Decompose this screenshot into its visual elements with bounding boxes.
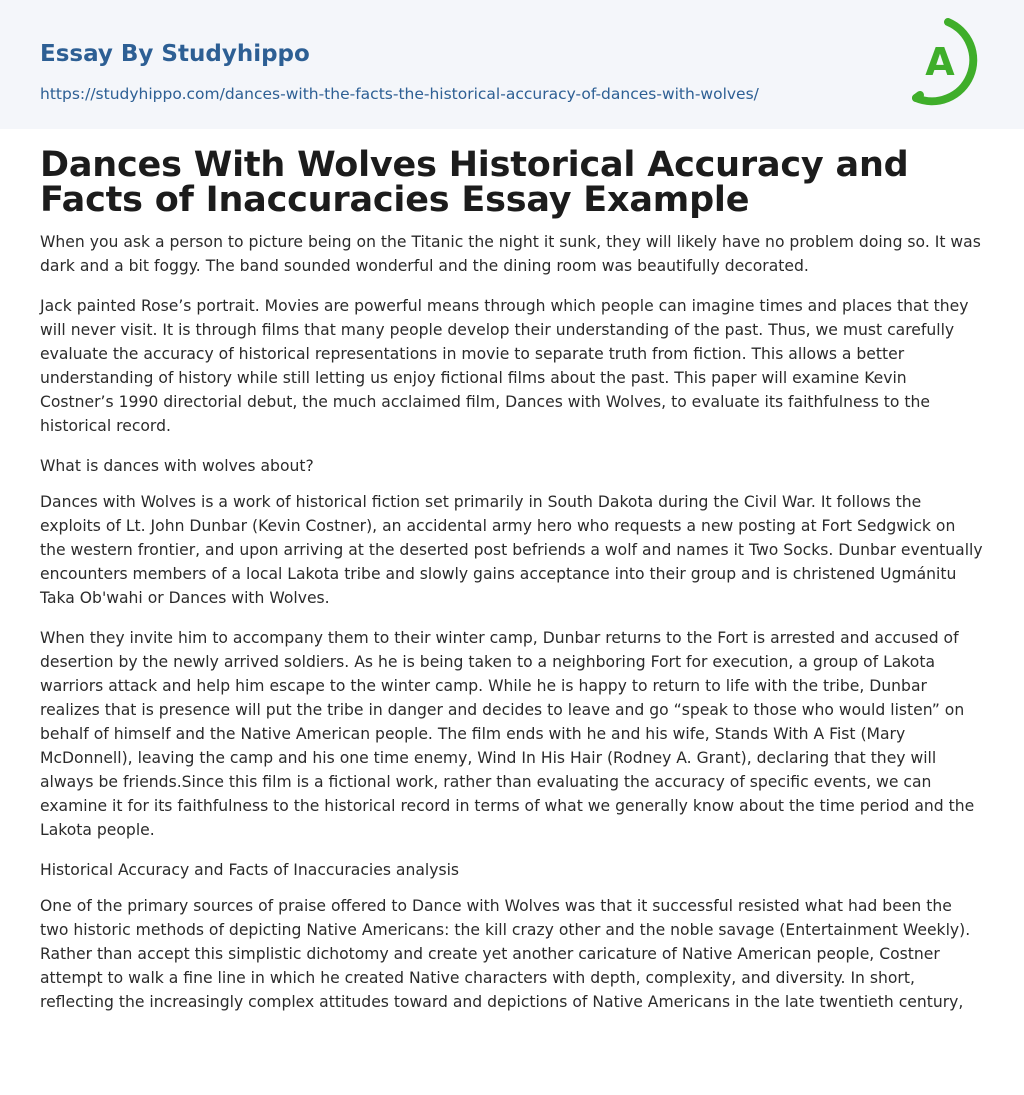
article: [40, 145, 984, 1014]
paragraph-3: Dances with Wolves is a work of historical fiction set primarily in South Dakota during the Civil War. It follows the exploits of Lt. John Dunbar (Kevin Costner), an accidental army hero who requests a new posting at Fort Sedgwick on the western frontier, and upon arriving at the deserted post befriends a wolf and names it Two Socks. Dunbar eventually encounters members of a local Lakota tribe and slowly gains acceptance into their group and is christened Ugmánitu Taka Ob'wahi or Dances with Wolves.: [40, 493, 983, 607]
studyhippo-logo-icon[interactable]: [910, 18, 988, 106]
page-url-link[interactable]: https://studyhippo.com/dances-with-the-facts-the-historical-accuracy-of-dances-with-wolves/: [40, 85, 759, 103]
article-title: Dances With Wolves Historical Accuracy and Facts of Inaccuracies Essay Example: [40, 145, 909, 220]
paragraph-1: When you ask a person to picture being on the Titanic the night it sunk, they will likely have no problem doing so. It was dark and a bit foggy. The band sounded wonderful and the dining room was beautifully decorated.: [40, 233, 981, 275]
logo-letter: A: [925, 40, 955, 84]
paragraph-4: When they invite him to accompany them to their winter camp, Dunbar returns to the Fort is arrested and accused of desertion by the newly arrived soldiers. As he is being taken to a neighboring Fort for execution, a group of Lakota warriors attack and help him escape to the winter camp. While he is happy to return to life with the tribe, Dunbar realizes that is presence will put the tribe in danger and decides to leave and go “speak to those who would listen” on behalf of himself and the Native American people. The film ends with he and his wife, Stands With A Fist (Mary McDonnell), leaving the camp and his one time enemy, Wind In His Hair (Rodney A. Grant), declaring that they will always be friends.Since this film is a fictional work, rather than evaluating the accuracy of specific events, we can examine it for its faithfulness to the historical record in terms of what we generally know about the time period and the Lakota people.: [40, 629, 975, 839]
subheading-about: What is dances with wolves about?: [40, 457, 314, 475]
paragraph-2: Jack painted Rose’s portrait. Movies are powerful means through which people can imagine times and places that they will never visit. It is through films that many people develop their understanding of the past. Thus, we must carefully evaluate the accuracy of historical representations in movie to separate truth from fiction. This allows a better understanding of history while still letting us enjoy fictional films about the past. This paper will examine Kevin Costner’s 1990 directorial debut, the much acclaimed film, Dances with Wolves, to evaluate its faithfulness to the historical record.: [40, 297, 969, 435]
site-header: [0, 0, 1024, 129]
site-brand[interactable]: Essay By Studyhippo: [40, 41, 310, 67]
subheading-analysis: Historical Accuracy and Facts of Inaccuracies analysis: [40, 861, 460, 879]
paragraph-5: One of the primary sources of praise offered to Dance with Wolves was that it successful resisted what had been the two historic methods of depicting Native Americans: the kill crazy other and the noble savage (Entertainment Weekly). Rather than accept this simplistic dichotomy and create yet another caricature of Native American people, Costner attempt to walk a fine line in which he created Native characters with depth, complexity, and diversity. In short, reflecting the increasingly complex attitudes toward and depictions of Native Americans in the late twentieth century,: [40, 897, 971, 1011]
